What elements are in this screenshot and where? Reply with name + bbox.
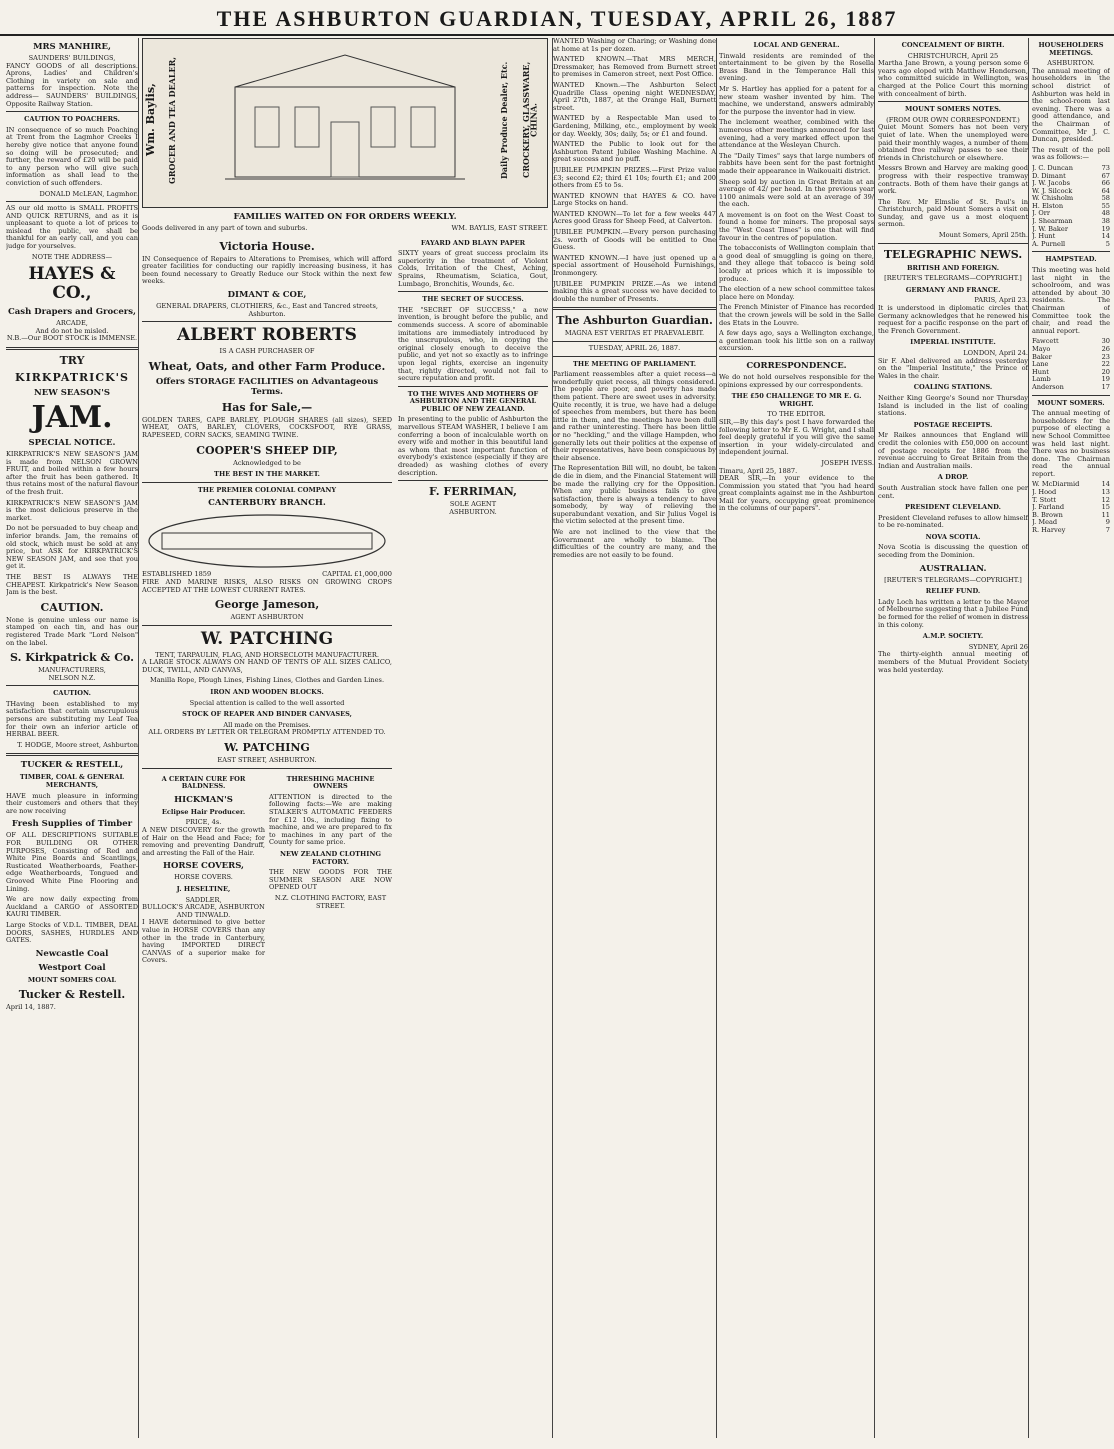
amp-place: SYDNEY, April 26 [968, 642, 1028, 651]
vote-row [1032, 384, 1110, 392]
threshing-title: THRESHING MACHINE OWNERS [286, 774, 375, 791]
local-5: Sheep sold by auction in Great Britain at an average of 42/ per head. In the previous year 1100 animals were sold at an average of 39/ the each. [719, 177, 874, 209]
vote-name: W. J. Silcock [1032, 186, 1073, 195]
aus-relief: RELIEF FUND. [925, 587, 981, 596]
patching-sub: TENT, TARPAULIN, FLAG, AND HORSECLOTH MANUFACTURER. [155, 650, 379, 659]
vote-name: Fawcett [1032, 337, 1059, 346]
vote-name: J. Orr [1032, 209, 1051, 218]
clothing-foot: N.Z. CLOTHING FACTORY, EAST STREET. [274, 893, 387, 910]
tele-imp-place: LONDON, April 24. [963, 349, 1028, 357]
vote-count: 14 [1101, 480, 1110, 489]
tele-gf-body: It is understood in diplomatic circles that Germany acknowledges that he renewed his request for a pacific response on the part of the French Government. [878, 304, 1028, 335]
hh-title: HOUSEHOLDERS MEETINGS. [1038, 41, 1104, 57]
coal-title: Newcastle Coal [35, 948, 109, 959]
challenge-to: TO THE EDITOR. [767, 410, 826, 419]
vote-name: R. Harvey [1032, 526, 1066, 535]
patching-orders: ALL ORDERS BY LETTER OR TELEGRAM PROMPTLY ATTENDED TO. [148, 728, 386, 737]
divider [553, 307, 716, 310]
robert-storage: Offers STORAGE FACILITIES on Advantageous Terms. [155, 376, 379, 397]
challenge-body: SIR,—By this day's post I have forwarded the following letter to Mr E. G. Wright, and I shall feel deeply grateful if you will give the same insertion in your widely-circulated and independent journal. [719, 417, 874, 457]
baylis-addr: WM. BAYLIS, EAST STREET. [451, 224, 548, 232]
baylis-caption: FAMILIES WAITED ON FOR ORDERS WEEKLY. [233, 212, 457, 222]
jam-brand: KIRKPATRICK'S [15, 371, 129, 385]
column-6 [1032, 38, 1110, 1438]
baylis-right2: CROCKERY, GLASSWARE, CHINA. [521, 61, 539, 179]
tele-postage-body: Mr Raikes announces that England will credit the colonies with £50,000 on account of postage receipts for 1886 from the revenue accruing to Great Britain from the Indian and Australian mails. [878, 431, 1028, 470]
secret-title: THE SECRET OF SUCCESS. [422, 295, 524, 304]
vote-name: W. McDiarmid [1032, 480, 1080, 489]
hh-place: ASHBURTON. [1047, 59, 1095, 68]
meeting-body: Parliament reassembles after a quiet recess—a wonderfully quiet recess, all things considered. The people are poor, and poverty has made them patient. There are sweet uses in adversity. Quite recently, it is true, we have had a deluge of speeches from members, but there has been little in them, and the meetings have been dull and rather uninteresting. There has been little or no "heckling," and the village Hampden, who generally lets out their politics at the expense of their representatives, have been conspicuous by their absence. [553, 370, 716, 462]
insurance-cap: CAPITAL £1,000,000 [322, 570, 392, 579]
vote-count: 20 [1101, 367, 1110, 376]
vote-count: 19 [1101, 224, 1110, 233]
herbal-title: CAUTION. [53, 689, 91, 698]
vote-name: Lane [1032, 360, 1049, 369]
threshing-body: ATTENTION is directed to the following facts:—We are making STALKER'S AUTOMATIC FEEDERS for £12 10s., including fixing to machine, and we are prepared to fix to machines in any part of the County for same price. [269, 792, 392, 847]
tele-title: TELEGRAPHIC NEWS. [883, 247, 1023, 261]
column-4 [719, 38, 875, 1438]
wanted-5: WANTED the Public to look out for the Ashburton Patent Jubilee Washing Machine. A great success and no puff. [553, 140, 716, 164]
vote-count: 23 [1101, 352, 1110, 361]
tucker-fresh: Fresh Supplies of Timber [11, 819, 133, 830]
poachers-body: IN consequence of so much Poaching at Trent from the Lagmhor Creeks I hereby give notice that anyone found so doing will be prosecuted; and further, the reward of £20 will be paid to any person who will give such information as shall lead to the conviction of such offenders. [6, 125, 138, 187]
special-body: KIRKPATRICK'S NEW SEASON'S JAM is made from NELSON GROWN FRUIT, and boiled within a few hours after the fruit has been gathered. It thus retains most of the natural flavour of the fresh fruit. [6, 450, 138, 496]
manhire-body: FANCY GOODS of all descriptions. Aprons, Ladies' and Children's Clothing in variety on sale and patterns for inspection. Note the address— SAUNDERS' BUILDINGS, Opposite Railway Station. [6, 61, 138, 108]
tele-cleveland: PRESIDENT CLEVELAND. [905, 503, 1001, 512]
local-6: A movement is on foot on the West Coast to found a home for miners. The proposal says the "West Coast Times" is one that will find favour in the centres of population. [719, 210, 874, 242]
ferriman-name: F. FERRIMAN, [429, 485, 517, 499]
special-body2: KIRKPATRICK'S NEW SEASON'S JAM is the most delicious preserve in the market. [6, 498, 138, 522]
jubilee-2: JUBILEE PUMPKIN.—Every person purchasing 2s. worth of Goods will be entitled to One Guess. [553, 228, 716, 252]
tucker-cargo: We are now daily expecting from Auckland a CARGO of ASSORTED KAURI TIMBER. [6, 895, 138, 919]
baylis-left2: GROCER AND TEA DEALER, [167, 56, 177, 184]
cooper-best: THE BEST IN THE MARKET. [214, 470, 320, 479]
vote-list [1032, 338, 1110, 391]
tele-gf-place: PARIS, April 23. [974, 296, 1028, 305]
ferriman-role: SOLE AGENT [449, 500, 497, 509]
vote-name: J. Farland [1032, 503, 1065, 512]
clothing-sub: THE NEW GOODS FOR THE SUMMER SEASON ARE NOW OPENED OUT [269, 868, 392, 892]
divider [553, 341, 716, 342]
vote-count: 13 [1101, 488, 1110, 497]
paper-date: TUESDAY, APRIL 26, 1887. [588, 344, 681, 352]
vote-count: 17 [1101, 382, 1110, 391]
vote-count: 58 [1101, 194, 1110, 203]
threshing-ad [269, 772, 392, 968]
poachers-title: CAUTION TO POACHERS. [24, 115, 120, 124]
tucker-body: HAVE much pleasure in informing their customers and others that they are now receiving [6, 791, 138, 815]
divider [1032, 251, 1110, 252]
divider [398, 291, 548, 292]
ferriman-place: ASHBURTON. [449, 507, 497, 516]
heseltine-role: SADDLER, [185, 895, 222, 904]
column-2-right [398, 236, 548, 968]
vote-name: J. Mead [1032, 518, 1058, 527]
patching-addr: EAST STREET, ASHBURTON. [217, 756, 317, 765]
local-2: Mr S. Hartley has applied for a patent for a new steam washer invented by him. The machine, we understand, answers admirably for the purpose the inventor had in view. [719, 84, 874, 116]
insurance-branch: CANTERBURY BRANCH. [208, 498, 326, 509]
divider [6, 111, 138, 112]
horse-sub: HORSE COVERS. [174, 873, 233, 882]
correspondence-note: We do not hold ourselves responsible for the opinions expressed by our correspondents. [719, 372, 874, 389]
heseltine-name: J. HESELTINE, [176, 884, 231, 893]
kirk-place: NELSON N.Z. [48, 673, 96, 682]
tele-nova-body: Nova Scotia is discussing the question of seceding from the Dominion. [878, 543, 1028, 560]
fayard-title: FAYARD AND BLAYN PAPER [420, 238, 526, 247]
coal-title2: Westport Coal [38, 962, 106, 973]
amp-body: The thirty-eighth annual meeting of members of the Mutual Provident Society was held yesterday. [878, 650, 1028, 674]
column-2 [142, 38, 548, 1438]
vote-name: Baker [1032, 352, 1052, 361]
hayes-arcade: ARCADE, [56, 319, 88, 328]
hayes-title: HAYES & CO., [28, 264, 116, 304]
vote-count: 48 [1101, 209, 1110, 218]
somers-body: The annual meeting of householders for the purpose of electing a new School Committee was held last night. There was no business done. The Chairman read the annual report. [1032, 409, 1110, 478]
wanted-8: WANTED KNOWN.—I have just opened up a special assortment of Household Furnishings, Ironmongery. [553, 253, 716, 278]
herbal-sign: T. HODGE, Moore street, Ashburton [17, 740, 138, 749]
paper-motto: MAGNA EST VERITAS ET PRAEVALEBIT. [564, 329, 705, 338]
vote-name: Anderson [1032, 382, 1064, 391]
vote-name: J. Hood [1032, 488, 1057, 497]
vote-count: 30 [1101, 337, 1110, 346]
tele-sub: BRITISH AND FOREIGN. [906, 263, 1000, 272]
robert-sub: IS A CASH PURCHASER OF [219, 347, 315, 356]
divider [398, 386, 548, 387]
patching-attention: Special attention is called to the well assorted [189, 698, 345, 707]
challenge-title: THE £50 CHALLENGE TO MR E. G. WRIGHT. [731, 392, 862, 408]
wanted-3: WANTED Known.—The Ashburton Select Quadrille Class opening night WEDNESDAY, April 27th, 1887, at the Orange Hall, Burnett street. [553, 80, 716, 112]
vote-name: B. Brown [1032, 510, 1063, 519]
tucker-sub: TIMBER, COAL & GENERAL MERCHANTS, [19, 773, 125, 790]
column-1 [6, 38, 139, 1438]
vote-name: A. Purnell [1032, 239, 1066, 248]
baylis-left: Wm. Baylis, [144, 83, 157, 157]
tele-postage: POSTAGE RECEIPTS. [913, 420, 993, 429]
special-best: THE BEST IS ALWAYS THE CHEAPEST. Kirkpatrick's New Season Jam is the best. [6, 572, 138, 597]
victoria-title: Victoria House. [219, 239, 315, 253]
tucker-title: TUCKER & RESTELL, [20, 760, 124, 771]
heseltine-body: I HAVE determined to give better value in HORSE COVERS than any other in the trade in Canterbury, having IMPORTED DIRECT CANVAS of a superior make for Covers. [142, 918, 265, 965]
column-3 [552, 38, 717, 1438]
tucker-stock: Large Stocks of V.D.L. TIMBER, DEAL DOORS, SASHES, HURDLES AND GATES. [6, 920, 138, 945]
divider [719, 356, 874, 357]
hayes-misled: And do not be misled. [35, 326, 109, 335]
hayes-sub: Cash Drapers and Grocers, [8, 307, 136, 318]
tele-coal-body: Neither King George's Sound nor Thursday Island is included in the list of coaling stations. [878, 393, 1028, 418]
vote-name: W. Chisholm [1032, 194, 1074, 203]
special-title: SPECIAL NOTICE. [28, 438, 116, 449]
insurance-emblem [142, 511, 392, 571]
divider [142, 321, 392, 322]
vote-name: T. Stott [1032, 495, 1057, 504]
tele-imp: IMPERIAL INSTITUTE. [910, 338, 996, 347]
local-10: A few days ago, says a Wellington exchange, a gentleman took his little son on a railway excursion. [719, 329, 874, 353]
vote-name: J. W. Jacobs [1032, 179, 1070, 188]
vote-name: J. C. Duncan [1032, 163, 1073, 172]
baylis-right: Daily Produce Dealer, Etc. [499, 61, 509, 179]
tele-drop-body: South Australian stock have fallen one per cent. [878, 483, 1028, 500]
robert-title: ALBERT ROBERTS [177, 325, 357, 346]
vote-count: 19 [1101, 375, 1110, 384]
patching-list: Manilla Rope, Plough Lines, Fishing Lines, Clothes and Garden Lines. [149, 676, 385, 685]
divider [6, 685, 138, 686]
mount-coal: MOUNT SOMERS COAL [27, 975, 117, 984]
mount-body3: The Rev. Mr Elmslie of St. Paul's in Christchurch, paid Mount Somers a visit on Sunday, and gave us a most eloquent sermon. [878, 197, 1028, 229]
manhire-title: MRS MANHIRE, [33, 42, 111, 52]
caution-title: CAUTION. [40, 600, 104, 614]
hickman-body: A NEW DISCOVERY for the growth of Hair on the Head and Face; for removing and preventing Dandruff, and arresting the Fall of the Hair. [142, 826, 265, 857]
cooper-sub: Acknowledged to be [233, 458, 301, 467]
patching-iron: IRON AND WOODEN BLOCKS. [210, 688, 324, 697]
shop-engraving [225, 47, 465, 187]
vote-name: H. Elston [1032, 201, 1064, 210]
divider [398, 480, 548, 481]
tucker-date: April 14, 1887. [6, 1003, 56, 1012]
patching-title: W. PATCHING [200, 628, 334, 649]
divider [553, 356, 716, 357]
patching-stock2: STOCK OF REAPER AND BINDER CANVASES, [182, 710, 352, 719]
tele-cleveland-body: President Cleveland refuses to allow himself to be re-nominated. [878, 513, 1028, 530]
tucker-list: OF ALL DESCRIPTIONS SUITABLE FOR BUILDING OR OTHER PURPOSES, Consisting of Red and White Pine Boards and Scantlings, Rusticated Weatherboards, Feather-edge Weatherboards, Tongued and Grooved White Pine Flooring and Lining. [6, 831, 138, 893]
wanted-1: WANTED Washing or Charing; or Washing done at home at 1s per dozen. [553, 38, 716, 53]
somers-title: MOUNT SOMERS. [1037, 398, 1105, 407]
correspondence-title: CORRESPONDENCE. [746, 360, 847, 371]
baylis-illustration [142, 38, 548, 208]
heseltine-addr: BULLOCK'S ARCADE, ASHBURTON AND TINWALD. [142, 903, 265, 919]
vote-name: J. Shearman [1032, 217, 1073, 226]
column-2-left [142, 236, 392, 968]
divider [6, 201, 138, 202]
vote-list [1032, 481, 1110, 534]
masthead [0, 0, 1114, 36]
meeting-body2: The Representation Bill will, no doubt, be taken de die in diem, and the Financial Statement will be made the rallying cry for the Opposition. When any public business fails to give satisfaction, there is always a tendency to have somebody, by way of relieving the superabundant vexation, and Sir Julius Vogel is the victim selected at the present time. [553, 464, 716, 526]
vote-name: D. Dimant [1032, 171, 1066, 180]
vote-name: Lamb [1032, 375, 1051, 384]
vote-name: J. Hunt [1032, 232, 1056, 241]
herbal-body: THaving been established to my satisfaction that certain unscrupulous persons are substituting my Leaf Tea for their own an inferior article of HERBAL BEER. [6, 699, 138, 739]
fayard-body: SIXTY years of great success proclaim its superiority in the treatment of Violent Colds, Irritation of the Chest, Aching, Sprains, Rheumatism, Sciatica, Gout, Lumbago, Bronchitis, Wounds, &c. [398, 249, 548, 288]
vote-row [1032, 241, 1110, 249]
insurance-fire: FIRE AND MARINE RISKS, ALSO RISKS ON GROWING CROPS ACCEPTED AT THE LOWEST CURRENT RATES. [142, 577, 392, 594]
hampstead-title: HAMPSTEAD. [1045, 255, 1097, 264]
wanted-6: WANTED KNOWN that HAYES & CO. have Large Stocks on hand. [553, 191, 716, 208]
column-5 [878, 38, 1029, 1438]
vote-name: J. W. Baker [1032, 224, 1068, 233]
divider [878, 243, 1028, 244]
wanted-4: WANTED by a Respectable Man used to Gardening, Milking, etc., employment by week or day. Weekly, 30s; daily, 5s; or £1 and found. [553, 114, 716, 138]
vote-count: 14 [1101, 232, 1110, 241]
horse-title: HORSE COVERS, [162, 861, 245, 872]
vote-count: 9 [1105, 518, 1110, 527]
tucker-sign: Tucker & Restell. [18, 988, 126, 1002]
vote-count: 67 [1101, 171, 1110, 180]
vote-count: 12 [1101, 495, 1110, 504]
vote-count: 73 [1101, 163, 1110, 172]
poachers-sign: DONALD McLEAN, Lagmhor. [39, 189, 138, 198]
birth-place: CHRISTCHURCH, April 25 [907, 51, 999, 60]
tele-gf: GERMANY AND FRANCE. [905, 285, 1001, 294]
vote-count: 15 [1101, 503, 1110, 512]
hampstead-body: This meeting was held last night in the schoolroom, and was attended by about 30 residents. The Chairman of Committee took the chair, and read the annual report. [1032, 266, 1110, 335]
wives-title: TO THE WIVES AND MOTHERS OF ASHBURTON AND THE GENERAL PUBLIC OF NEW ZEALAND. [407, 389, 539, 413]
clothing-title: NEW ZEALAND CLOTHING FACTORY. [279, 849, 381, 866]
aus-press: [REUTER'S TELEGRAMS—COPYRIGHT.] [884, 575, 1022, 584]
divider [878, 101, 1028, 102]
kirk-role: MANUFACTURERS, [38, 666, 106, 675]
local-4: The "Daily Times" says that large numbers of rabbits have been sent for the past fortnight made their appearance in Waikouaiti district. [719, 151, 874, 175]
votes-intro: The result of the poll was as follows:— [1032, 145, 1110, 162]
aus-title: AUSTRALIAN. [919, 563, 987, 574]
dimant-title: DIMANT & COE, [227, 289, 307, 300]
hickman-sub: Eclipse Hair Producer. [161, 807, 246, 816]
vote-name: Mayo [1032, 344, 1051, 353]
mount-body2: Messrs Brown and Harvey are making good progress with their respective tramway contracts. Both of them have their gangs at work. [878, 164, 1028, 196]
robert-list: GOLDEN TARES, CAPE BARLEY, PLOUGH SHARES (all sizes), SEED WHEAT, OATS, BARLEY, CLOVERS, COCKSFOOT, RYE GRASS, RAPESEED, CORN SACKS, SEAMING TWINE. [142, 415, 392, 439]
local-1: Tinwald residents are reminded of the entertainment to be given by the Rosella Brass Band in the Temperance Hall this evening. [719, 51, 874, 83]
local-3: The inclement weather, combined with the numerous other meetings announced for last evening, had a very marked effect upon the attendance at the Wesleyan Church. [719, 118, 874, 150]
patching-made: All made on the Premises. [223, 720, 311, 729]
jam-try: TRY [59, 354, 85, 368]
hickman-price: PRICE, 4s. [185, 818, 222, 827]
wanted-2: WANTED KNOWN.—That MRS MERCH, Dressmaker, has Removed from Burnett street to premises in Cameron street, next Post Office. [553, 55, 716, 79]
tele-drop: A DROP. [937, 473, 969, 482]
divider [1032, 395, 1110, 396]
hh-body: The annual meeting of householders in the school district of Ashburton was held in the school-room last evening. There was a good attendance, and the Chairman of Committee, Mr J. C. Duncan, presided. [1032, 66, 1110, 144]
divider [142, 482, 392, 483]
hayes-boot: N.B.—Our BOOT STOCK is IMMENSE. [6, 334, 138, 343]
jameson-name: George Jameson, [214, 598, 320, 612]
hickman-ad [142, 772, 265, 968]
meeting-title: THE MEETING OF PARLIAMENT. [572, 359, 697, 368]
vote-name: Hunt [1032, 367, 1049, 376]
vote-count: 11 [1101, 510, 1110, 519]
mount-body: Quiet Mount Somers has not been very quiet of late. When the unemployed were paid their monthly wages, a number of them obtained free railway passes to see their friends in Christchurch or elsewhere. [878, 123, 1028, 162]
vote-count: 38 [1101, 217, 1110, 226]
vote-count: 55 [1101, 201, 1110, 210]
aus-relief-body: Lady Loch has written a letter to the Mayor of Melbourne suggesting that a Jubilee Fund be formed for the relief of women in distress in this colony. [878, 597, 1028, 629]
divider [142, 625, 392, 626]
tele-coal: COALING STATIONS. [913, 383, 993, 392]
dimant-sub: GENERAL DRAPERS, CLOTHIERS, &c., East and Tancred streets, Ashburton. [156, 301, 378, 318]
special-body3: Do not be persuaded to buy cheap and inferior brands. Jam, the remains of old stock, which must be sold at any price, but ASK for KIRKPATRICK'S NEW SEASON JAM, and see that you get it. [6, 524, 138, 571]
hayes-body: AS our old motto is SMALL PROFITS AND QUICK RETURNS, and as it is unpleasant to quote a lot of prices to mislead the public, we shall be thankful for an early call, and you can judge for yourselves. [6, 204, 138, 251]
patching-stock: A LARGE STOCK ALWAYS ON HAND OF TENTS OF ALL SIZES CALICO, DUCK, TWILL, AND CANVAS, [142, 658, 392, 674]
jubilee-3: JUBILEE PUMPKIN PRIZE.—As we intend making this a great success we have decided to double the number of Presents. [553, 279, 716, 303]
vote-count: 22 [1101, 360, 1110, 369]
meeting-body3: We are not inclined to the view that the Government are wholly to blame. The difficulties of the country are many, and the remedies are not easily to be found. [553, 528, 716, 559]
hickman-cure: A CERTAIN CURE FOR BALDNESS. [161, 774, 246, 791]
kirk-firm: S. Kirkpatrick & Co. [10, 651, 134, 665]
challenge-date: Timaru, April 25, 1887. [719, 466, 798, 475]
insurance-head: THE PREMIER COLONIAL COMPANY [197, 485, 337, 494]
secret-body: THE "SECRET OF SUCCESS," a new invention, is brought before the public, and commends success. A score of abominable imitations are immediately introduced by the unscrupulous, who, in copying the original closely enough to deceive the public, and yet not so exactly as to infringe upon legal rights, exercise an ingenuity that, rightly directed, would not fail to secure reputation and profit. [398, 305, 548, 383]
patching-sign: W. PATCHING [224, 741, 310, 755]
local-7: The tobacconists of Wellington complain that a good deal of smuggling is going on there, and they allege that tobacco is being sold locally at prices which it is impossible to produce. [719, 244, 874, 283]
caution-body: None is genuine unless our name is stamped on each tin, and has our registered Trade Mark "Lord Nelson" on the label. [6, 615, 138, 647]
vote-row [1032, 527, 1110, 535]
wanted-7: WANTED KNOWN—To let for a few weeks 447 Acres good Grass for Sheep Feed, at Calverton. [553, 209, 716, 226]
paper-title: The Ashburton Guardian. [556, 314, 713, 328]
jam-season: NEW SEASON'S [33, 388, 111, 399]
mount-date: Mount Somers, April 25th. [938, 231, 1028, 240]
baylis-goods: Goods delivered in any part of town and suburbs. [142, 224, 308, 232]
divider [6, 347, 138, 350]
vote-count: 64 [1101, 186, 1110, 195]
masthead-title: THE ASHBURTON GUARDIAN, TUESDAY, APRIL 26, 1887 [216, 6, 898, 31]
local-9: The French Minister of Finance has recorded that the crown jewels will be sold in the Salle des Etats in the Louvre. [719, 303, 874, 327]
manhire-sub: SAUNDERS' BUILDINGS, [28, 54, 116, 62]
insurance-est: ESTABLISHED 1859 [142, 570, 212, 579]
vote-count: 26 [1101, 344, 1110, 353]
mount-title: MOUNT SOMERS NOTES. [905, 105, 1001, 114]
robert-wheat: Wheat, Oats, and other Farm Produce. [148, 359, 386, 373]
tele-imp-body: Sir F. Abel delivered an address yesterday on the "Imperial Institute," the Prince of Wales in the chair. [878, 356, 1028, 380]
birth-body: Martha Jane Brown, a young person some 6 years ago eloped with Matthew Henderson, who committed suicide in Wellington, was charged at the Police Court this morning with concealment of birth. [878, 59, 1028, 98]
challenge-body2: DEAR SIR,—In your evidence to the Commission you stated that "you had heard great complaints against me in the Ashburton Mail for years, occupying great prominence in the columns of our papers". [719, 474, 874, 513]
divider [142, 768, 392, 769]
victoria-body: IN Consequence of Repairs to Alterations to Premises, which will afford greater facilities for conducting our rapidly increasing business, it has been found necessary to Greatly Reduce our Stock within the next few weeks. [142, 254, 392, 286]
mount-from: (FROM OUR OWN CORRESPONDENT.) [886, 115, 1020, 124]
cooper-title: COOPER'S SHEEP DIP, [196, 443, 338, 457]
local-title: LOCAL AND GENERAL. [753, 41, 840, 49]
wives-body: In presenting to the public of Ashburton the marvellous STEAM WASHER, I believe I am conferring a boon of incalculable worth on every wife and mother in this beautiful land as whom that most important function of everybody's existence (especially if they are dreaded) as washing clothes of every description. [398, 415, 548, 477]
hayes-note: NOTE THE ADDRESS— [31, 252, 113, 261]
tele-press: [REUTER'S TELEGRAMS—COPYRIGHT.] [884, 274, 1022, 283]
hickman-title: HICKMAN'S [174, 794, 233, 805]
jameson-role: AGENT ASHBURTON [230, 613, 304, 622]
amp-title: A.M.P. SOCIETY. [922, 632, 984, 641]
birth-title: CONCEALMENT OF BIRTH. [901, 41, 1005, 49]
tele-nova: NOVA SCOTIA. [925, 532, 981, 541]
robert-sale: Has for Sale,— [221, 400, 313, 414]
vote-list [1032, 165, 1110, 249]
vote-count: 5 [1105, 239, 1110, 248]
vote-count: 66 [1101, 179, 1110, 188]
divider [6, 753, 138, 756]
jubilee-1: JUBILEE PUMPKIN PRIZES.—First Prize value £3; second £2; third £1 10s; fourth £1; and 200 others from £5 to 5s. [553, 165, 716, 190]
local-8: The election of a new school committee takes place here on Monday. [719, 285, 874, 301]
jam-title: JAM. [31, 400, 113, 436]
vote-count: 7 [1105, 526, 1110, 535]
challenge-sign: JOSEPH IVESS. [821, 458, 874, 467]
